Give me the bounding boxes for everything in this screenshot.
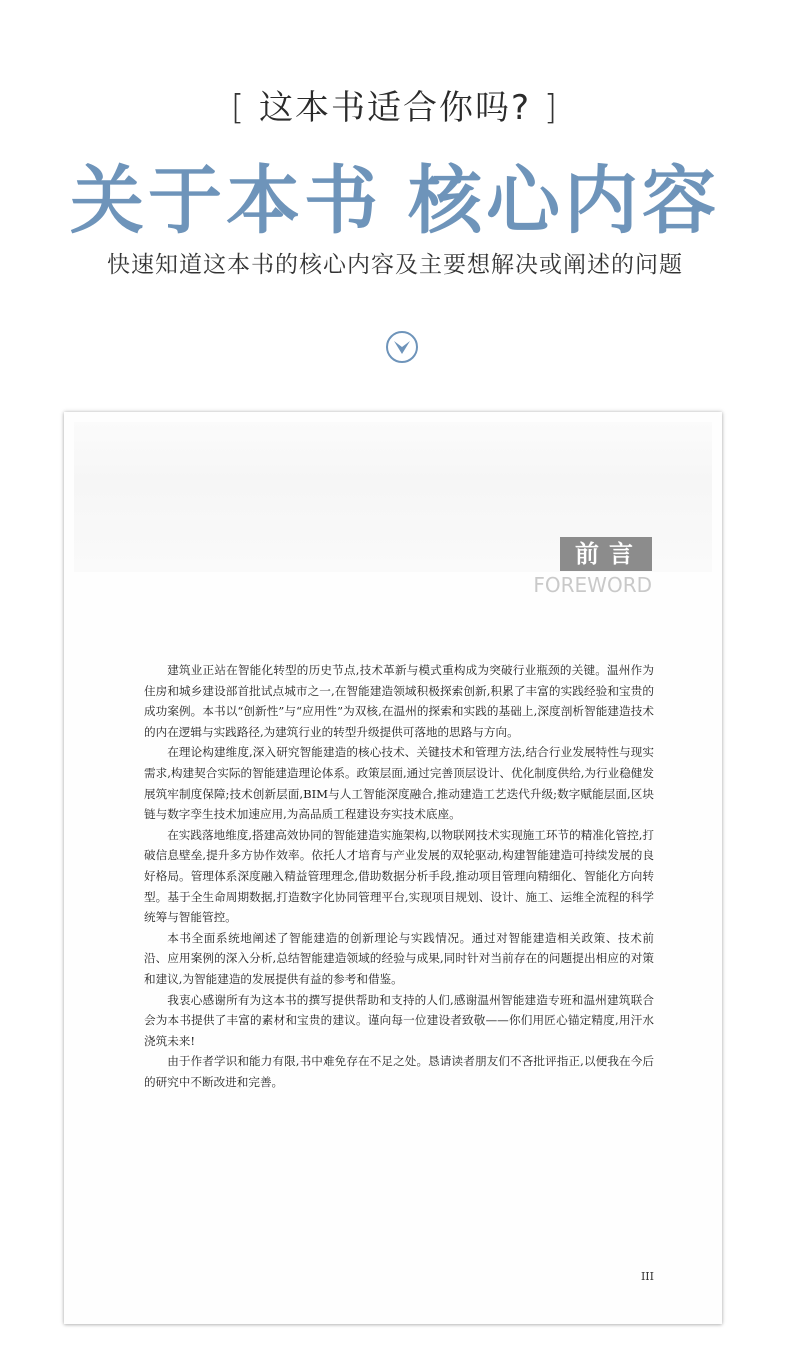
foreword-english-title: FOREWORD bbox=[533, 573, 652, 597]
bracket-close: ] bbox=[543, 88, 560, 128]
paragraph: 建筑业正站在智能化转型的历史节点,技术革新与模式重构成为突破行业瓶颈的关键。温州作为住房和城乡建设部首批试点城市之一,在智能建造领域积极探索创新,积累了丰富的实践经验和宝贵的成功案例。本书以“创新性”与“应用性”为双核,在温州的探索和实践的基础上,深度剖析智能建造技术的内在逻辑与实践路径,为建筑行业的转型升级提供可落地的思路与方向。 bbox=[144, 663, 654, 739]
chevron-down-circle-icon bbox=[385, 330, 419, 364]
main-title-part1: 关于本书 bbox=[70, 158, 382, 244]
paragraph: 在实践落地维度,搭建高效协同的智能建造实施架构,以物联网技术实现施工环节的精准化管控,打破信息壁垒,提升多方协作效率。依托人才培育与产业发展的双轮驱动,构建智能建造可持续发展的良好格局。管理体系深度融入精益管理理念,借助数据分析手段,推动项目管理向精细化、智能化方向转型。基于全生命周期数据,打造数字化协同管理平台,实现项目规划、设计、施工、运维全流程的科学统筹与智能管控。 bbox=[144, 827, 654, 925]
paragraph: 在理论构建维度,深入研究智能建造的核心技术、关键技术和管理方法,结合行业发展特性与现实需求,构建契合实际的智能建造理论体系。政策层面,通过完善顶层设计、优化制度供给,为行业稳健发展筑牢制度保障;技术创新层面,BIM与人工智能深度融合,推动建造工艺迭代升级;数字赋能层面,区块链与数字孪生技术加速应用,为高品质工程建设夯实技术底座。 bbox=[144, 745, 654, 822]
paragraph: 本书全面系统地阐述了智能建造的创新理论与实践情况。通过对智能建造相关政策、技术前沿、应用案例的深入分析,总结智能建造领域的经验与成果,同时针对当前存在的问题提出相应的对策和建议,为智能建造的发展提供有益的参考和借鉴。 bbox=[144, 930, 654, 986]
page-number: III bbox=[640, 1270, 654, 1283]
question-heading bbox=[0, 80, 790, 129]
foreword-title: 前言 bbox=[560, 537, 652, 571]
paragraph: 我衷心感谢所有为这本书的撰写提供帮助和支持的人们,感谢温州智能建造专班和温州建筑联合会为本书提供了丰富的素材和宝贵的建议。谨向每一位建设者致敬——你们用匠心锚定精度,用汗水浇筑未来! bbox=[144, 992, 654, 1048]
main-title bbox=[0, 142, 790, 248]
bracket-open: [ bbox=[230, 88, 247, 128]
main-title-part2: 核心内容 bbox=[408, 158, 720, 244]
paragraph: 由于作者学识和能力有限,书中难免存在不足之处。恳请读者朋友们不吝批评指正,以便我在今后的研究中不断改进和完善。 bbox=[144, 1054, 654, 1089]
subtitle: 快速知道这本书的核心内容及主要想解决或阐述的问题 bbox=[107, 252, 683, 278]
foreword-body bbox=[144, 660, 654, 1092]
question-text: 这本书适合你吗? bbox=[258, 88, 532, 128]
book-page bbox=[64, 412, 722, 1324]
